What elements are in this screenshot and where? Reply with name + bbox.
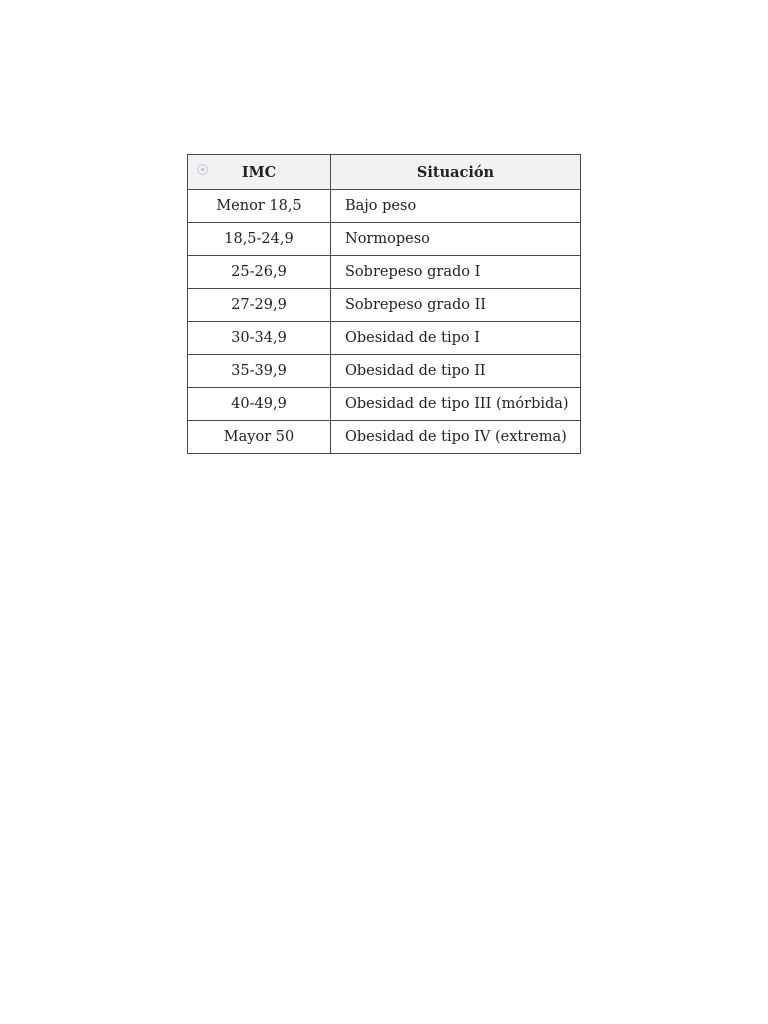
table-header-row [188, 155, 581, 190]
imc-table [187, 154, 581, 454]
cell-imc: 27-29,9 [188, 289, 331, 322]
cell-imc: 30-34,9 [188, 322, 331, 355]
cell-imc: 25-26,9 [188, 256, 331, 289]
cell-situacion: Obesidad de tipo IV (extrema) [331, 421, 581, 454]
cell-situacion: Obesidad de tipo II [331, 355, 581, 388]
cell-situacion: Obesidad de tipo III (mórbida) [331, 388, 581, 421]
cell-imc: Menor 18,5 [188, 190, 331, 223]
table-row [188, 322, 581, 355]
table-row [188, 388, 581, 421]
cell-situacion: Sobrepeso grado II [331, 289, 581, 322]
table-row [188, 355, 581, 388]
header-imc [188, 155, 331, 190]
header-imc-label: IMC [241, 163, 277, 181]
table-move-handle-icon[interactable] [197, 164, 208, 175]
table-row [188, 256, 581, 289]
table-row [188, 190, 581, 223]
cell-imc: 18,5-24,9 [188, 223, 331, 256]
cell-imc: Mayor 50 [188, 421, 331, 454]
cell-situacion: Obesidad de tipo I [331, 322, 581, 355]
cell-imc: 40-49,9 [188, 388, 331, 421]
table-row [188, 223, 581, 256]
cell-imc: 35-39,9 [188, 355, 331, 388]
cell-situacion: Bajo peso [331, 190, 581, 223]
cell-situacion: Sobrepeso grado I [331, 256, 581, 289]
table-row [188, 421, 581, 454]
table-row [188, 289, 581, 322]
cell-situacion: Normopeso [331, 223, 581, 256]
header-situacion [331, 155, 581, 190]
header-situacion-label: Situación [416, 163, 495, 181]
